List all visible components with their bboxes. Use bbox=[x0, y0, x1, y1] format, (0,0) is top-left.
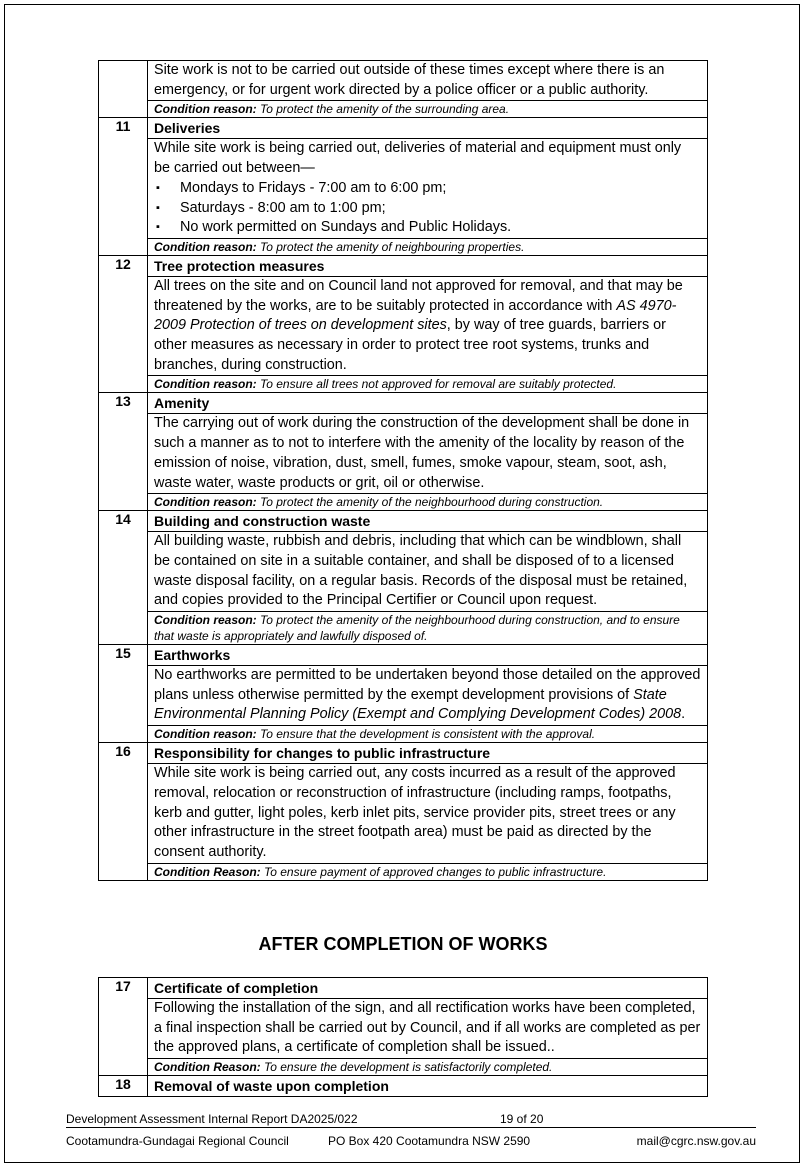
condition-reason-label: Condition Reason: bbox=[154, 864, 261, 879]
condition-body-text: All trees on the site and on Council land not approved for removal, and that may be threatened by the works, are to be suitably protected in accordance with bbox=[154, 277, 683, 314]
condition-number: 15 bbox=[99, 645, 148, 743]
condition-body-text: While site work is being carried out, deliveries of material and equipment must only be carried out between— bbox=[154, 140, 682, 177]
condition-number: 13 bbox=[99, 393, 148, 511]
bullet-list bbox=[154, 179, 701, 238]
condition-reason bbox=[148, 101, 708, 118]
completion-conditions-table bbox=[98, 977, 708, 1097]
condition-reason-text: To protect the amenity of the surrounding area. bbox=[260, 102, 510, 117]
condition-reason-label: Condition Reason: bbox=[154, 1060, 261, 1075]
standard-reference: AS 4970-2009 Protection of trees on development sites bbox=[154, 297, 677, 334]
condition-body: All building waste, rubbish and debris, including that which can be windblown, shall be contained on site in a suitable container, and shall be disposed of to a licensed waste disposal facility, on a regular basis. Records of the disposal must be retained, and copies provided to the Principal Certifier or Council upon request. bbox=[148, 532, 708, 612]
condition-number: 18 bbox=[99, 1076, 148, 1097]
condition-reason-label: Condition reason: bbox=[154, 727, 257, 742]
condition-reason-text: To ensure payment of approved changes to public infrastructure. bbox=[264, 864, 607, 879]
footer-report-line bbox=[66, 1112, 756, 1126]
contact-email: mail@cgrc.nsw.gov.au bbox=[636, 1134, 756, 1148]
condition-title: Certificate of completion bbox=[148, 978, 708, 999]
condition-title: Tree protection measures bbox=[148, 255, 708, 276]
condition-reason-label: Condition reason: bbox=[154, 377, 257, 392]
condition-body: Following the installation of the sign, and all rectification works have been completed, a final inspection shall be carried out by Council, and if all works are completed as per the approved plans, a certificate of completion shall be issued.. bbox=[148, 999, 708, 1059]
policy-reference: State Environmental Planning Policy (Exempt and Complying Development Codes) 2008 bbox=[154, 686, 682, 723]
condition-reason bbox=[148, 494, 708, 511]
page-number: 19 of 20 bbox=[500, 1112, 544, 1126]
report-name: Development Assessment Internal Report DA2025/022 bbox=[66, 1112, 358, 1126]
condition-body bbox=[148, 139, 708, 239]
condition-reason-text: To protect the amenity of neighbouring properties. bbox=[260, 239, 525, 254]
footer-contact-line bbox=[66, 1134, 756, 1148]
postal-address: PO Box 420 Cootamundra NSW 2590 bbox=[328, 1134, 531, 1148]
condition-body: The carrying out of work during the construction of the development shall be done in such a manner as to not to interfere with the amenity of the locality by reason of the emission of noise, vibration, dust, smell, fumes, smoke vapour, steam, soot, ash, waste water, waste products or grit, oil or otherwise. bbox=[148, 414, 708, 494]
bullet-item: ▪ Saturdays - 8:00 am to 1:00 pm; bbox=[180, 199, 701, 219]
condition-body bbox=[148, 276, 708, 376]
condition-number: 14 bbox=[99, 511, 148, 645]
condition-number: 16 bbox=[99, 743, 148, 881]
condition-reason-text: To ensure that the development is consistent with the approval. bbox=[260, 727, 596, 742]
condition-reason-label: Condition reason: bbox=[154, 102, 257, 117]
condition-reason-text: To ensure the development is satisfactorily completed. bbox=[264, 1060, 553, 1075]
conditions-table bbox=[98, 60, 708, 881]
condition-number-cell bbox=[99, 61, 148, 118]
footer-divider bbox=[66, 1127, 756, 1128]
condition-reason-text: To protect the amenity of the neighbourhood during construction, and to ensure that waste is appropriately and lawfully disposed of. bbox=[154, 613, 680, 644]
condition-body: While site work is being carried out, any costs incurred as a result of the approved removal, relocation or reconstruction of infrastructure (including ramps, footpaths, kerb and gutter, light poles, kerb inlet pits, service provider pits, street trees or any other infrastructure in the street footpath area) must be paid as directed by the consent authority. bbox=[148, 764, 708, 864]
condition-number: 17 bbox=[99, 978, 148, 1076]
condition-reason bbox=[148, 726, 708, 743]
condition-body-text: No earthworks are permitted to be undertaken beyond those detailed on the approved plans unless otherwise permitted by the exempt development provisions of bbox=[154, 667, 701, 703]
condition-reason bbox=[148, 376, 708, 393]
condition-title: Removal of waste upon completion bbox=[148, 1076, 708, 1097]
condition-title: Responsibility for changes to public infrastructure bbox=[148, 743, 708, 764]
condition-body-text: . bbox=[681, 706, 686, 723]
condition-reason-text: To protect the amenity of the neighbourhood during construction. bbox=[260, 495, 604, 510]
condition-title: Deliveries bbox=[148, 118, 708, 139]
condition-reason bbox=[148, 612, 708, 645]
condition-body: Site work is not to be carried out outside of these times except where there is an emergency, or for urgent work directed by a police officer or a public authority. bbox=[148, 61, 708, 101]
condition-reason-label: Condition reason: bbox=[154, 239, 257, 254]
section-heading: AFTER COMPLETION OF WORKS bbox=[258, 934, 548, 954]
council-name: Cootamundra-Gundagai Regional Council bbox=[66, 1134, 289, 1148]
condition-reason-label: Condition reason: bbox=[154, 613, 257, 628]
condition-number: 12 bbox=[99, 255, 148, 393]
condition-reason bbox=[148, 238, 708, 255]
condition-reason-label: Condition reason: bbox=[154, 495, 257, 510]
condition-number: 11 bbox=[99, 118, 148, 256]
condition-reason bbox=[148, 863, 708, 880]
bullet-item: ▪ No work permitted on Sundays and Public Holidays. bbox=[180, 218, 701, 238]
bullet-item: ▪ Mondays to Fridays - 7:00 am to 6:00 pm; bbox=[180, 179, 701, 199]
condition-title: Amenity bbox=[148, 393, 708, 414]
condition-body-text: , by way of tree guards, barriers or other measures as necessary in order to protect tree root systems, trunks and branches, during construction. bbox=[154, 317, 666, 373]
condition-title: Building and construction waste bbox=[148, 511, 708, 532]
condition-body bbox=[148, 666, 708, 726]
condition-reason-text: To ensure all trees not approved for removal are suitably protected. bbox=[260, 377, 617, 392]
condition-reason bbox=[148, 1059, 708, 1076]
condition-title: Earthworks bbox=[148, 645, 708, 666]
